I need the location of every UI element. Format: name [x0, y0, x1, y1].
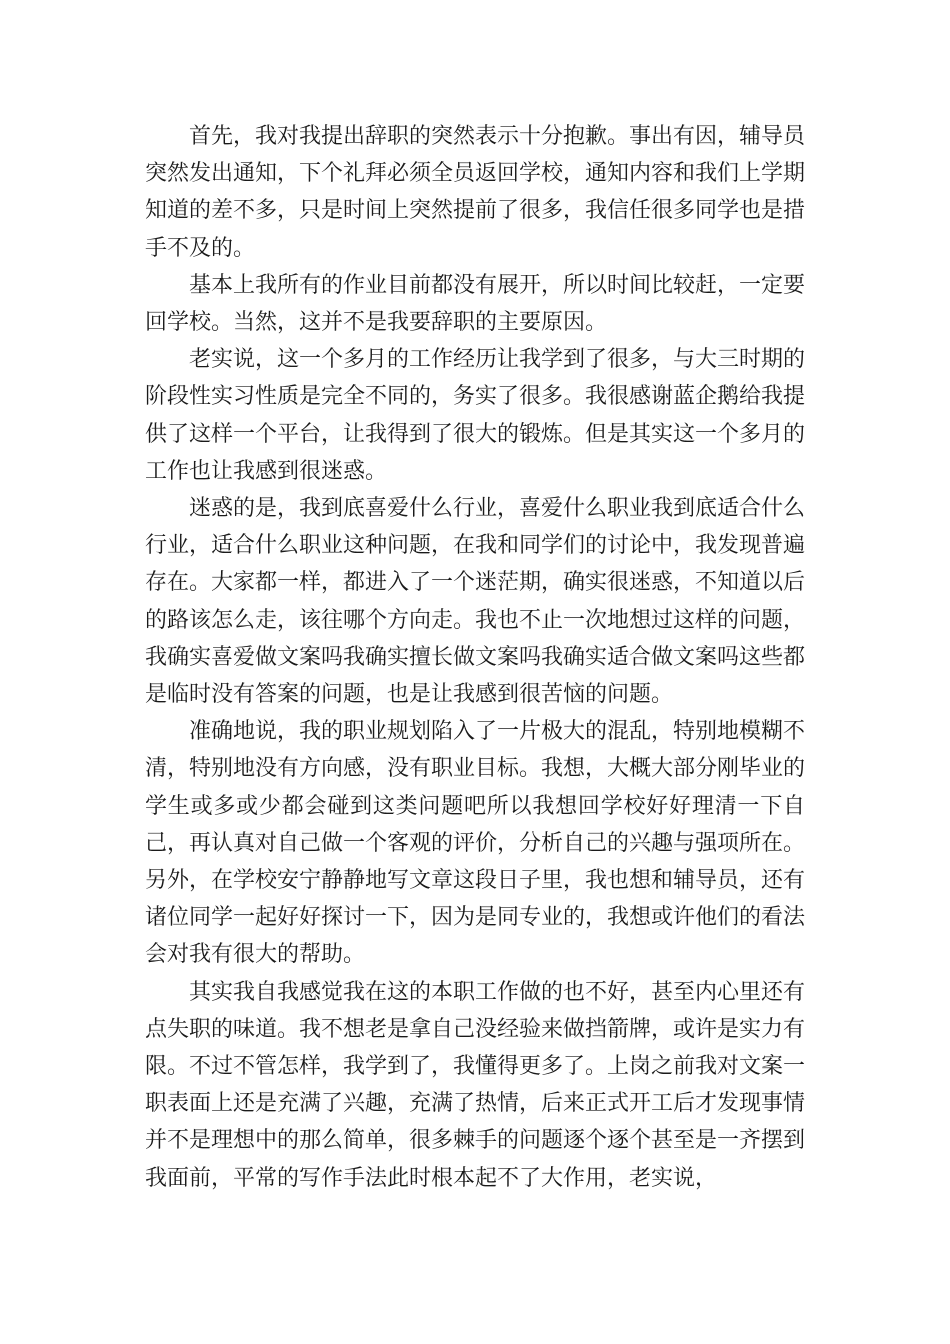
paragraph-5: 准确地说，我的职业规划陷入了一片极大的混乱，特别地模糊不清，特别地没有方向感，没有职业目标。我想，大概大部分刚毕业的学生或多或少都会碰到这类问题吧所以我想回学校好好理清一下自己，再认真对自己做一个客观的评价，分析自己的兴趣与强项所在。另外，在学校安宁静静地写文章这段日子里，我也想和辅导员，还有诸位同学一起好好探讨一下，因为是同专业的，我想或许他们的看法会对我有很大的帮助。 — [145, 719, 806, 968]
paragraph-1: 首先，我对我提出辞职的突然表示十分抱歉。事出有因，辅导员突然发出通知，下个礼拜必须全员返回学校，通知内容和我们上学期知道的差不多，只是时间上突然提前了很多，我信任很多同学也是措手不及的。 — [145, 124, 806, 261]
document-body — [145, 118, 805, 1197]
paragraph-4: 迷惑的是，我到底喜爱什么行业，喜爱什么职业我到底适合什么行业，适合什么职业这种问题，在我和同学们的讨论中，我发现普遍存在。大家都一样，都进入了一个迷茫期，确实很迷惑，不知道以后的路该怎么走，该往哪个方向走。我也不止一次地想过这样的问题，我确实喜爱做文案吗我确实擅长做文案吗我确实适合做文案吗这些都是临时没有答案的问题，也是让我感到很苦恼的问题。 — [145, 496, 806, 708]
paragraph-2: 基本上我所有的作业目前都没有展开，所以时间比较赶，一定要回学校。当然，这并不是我要辞职的主要原因。 — [145, 272, 806, 336]
paragraph-3: 老实说，这一个多月的工作经历让我学到了很多，与大三时期的阶段性实习性质是完全不同的，务实了很多。我很感谢蓝企鹅给我提供了这样一个平台，让我得到了很大的锻炼。但是其实这一个多月的工作也让我感到很迷惑。 — [145, 347, 806, 484]
paragraph-6: 其实我自我感觉我在这的本职工作做的也不好，甚至内心里还有点失职的味道。我不想老是拿自己没经验来做挡箭牌，或许是实力有限。不过不管怎样，我学到了，我懂得更多了。上岗之前我对文案一职表面上还是充满了兴趣，充满了热情，后来正式开工后才发现事情并不是理想中的那么简单，很多棘手的问题逐个逐个甚至是一齐摆到我面前，平常的写作手法此时根本起不了大作用，老实说， — [145, 979, 806, 1191]
